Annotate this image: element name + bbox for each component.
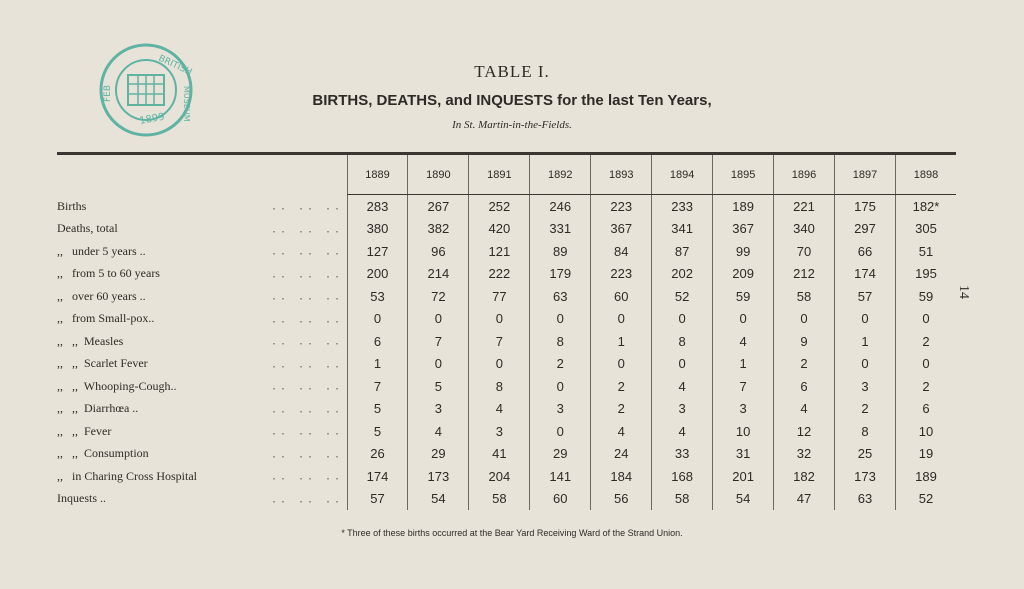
table-cell: 0 xyxy=(652,308,713,331)
table-cell: 58 xyxy=(469,488,530,511)
row-label xyxy=(57,195,347,218)
table-cell: 252 xyxy=(469,195,530,218)
table-row xyxy=(57,195,956,218)
table-cell: 0 xyxy=(408,308,469,331)
table-cell: 60 xyxy=(591,285,652,308)
statistics-table xyxy=(57,155,956,510)
footnote: * Three of these births occurred at the Bear Yard Receiving Ward of the Strand Union. xyxy=(341,528,683,538)
table-cell: 4 xyxy=(408,420,469,443)
table-cell: 96 xyxy=(408,240,469,263)
leader-dots: .. .. .. xyxy=(272,311,345,326)
table-cell: 267 xyxy=(408,195,469,218)
table-cell: 87 xyxy=(652,240,713,263)
table-cell: 179 xyxy=(530,263,591,286)
table-cell: 9 xyxy=(774,330,835,353)
leader-dots: .. .. .. xyxy=(272,198,345,213)
row-label xyxy=(57,330,347,353)
table-cell: 8 xyxy=(530,330,591,353)
table-cell: 57 xyxy=(347,488,408,511)
leader-dots: .. .. .. xyxy=(272,446,345,461)
table-cell: 0 xyxy=(835,308,896,331)
table-subtitle: In St. Martin-in-the-Fields. xyxy=(452,119,572,131)
table-cell: 0 xyxy=(895,308,956,331)
row-label xyxy=(57,443,347,466)
leader-dots: .. .. .. xyxy=(272,423,345,438)
table-cell: 56 xyxy=(591,488,652,511)
table-cell: 84 xyxy=(591,240,652,263)
table-cell: 209 xyxy=(713,263,774,286)
table-cell: 297 xyxy=(835,218,896,241)
row-label xyxy=(57,353,347,376)
table-cell: 2 xyxy=(895,375,956,398)
row-label xyxy=(57,465,347,488)
table-cell: 5 xyxy=(347,398,408,421)
table-cell: 59 xyxy=(713,285,774,308)
table-cell: 0 xyxy=(835,353,896,376)
table-cell: 214 xyxy=(408,263,469,286)
table-cell: 4 xyxy=(774,398,835,421)
table-cell: 175 xyxy=(835,195,896,218)
table-cell: 246 xyxy=(530,195,591,218)
table-cell: 2 xyxy=(774,353,835,376)
row-label-text: ,, ,, Fever xyxy=(57,423,112,438)
table-cell: 51 xyxy=(895,240,956,263)
table-cell: 52 xyxy=(652,285,713,308)
table-cell: 182 xyxy=(774,465,835,488)
table-cell: 59 xyxy=(895,285,956,308)
table-cell: 4 xyxy=(591,420,652,443)
table-cell: 47 xyxy=(774,488,835,511)
table-cell: 2 xyxy=(591,375,652,398)
table-title: BIRTHS, DEATHS, and INQUESTS for the last Ten Years, xyxy=(312,92,712,109)
page-number: 14 xyxy=(956,285,971,299)
table-cell: 77 xyxy=(469,285,530,308)
table-cell: 127 xyxy=(347,240,408,263)
table-cell: 2 xyxy=(895,330,956,353)
leader-dots: .. .. .. xyxy=(272,243,345,258)
table-cell: 70 xyxy=(774,240,835,263)
table-cell: 58 xyxy=(774,285,835,308)
leader-dots: .. .. .. xyxy=(272,401,345,416)
row-label-text: Births xyxy=(57,198,87,213)
row-label-text: Inquests .. xyxy=(57,491,106,506)
table-cell: 89 xyxy=(530,240,591,263)
table-cell: 201 xyxy=(713,465,774,488)
table-cell: 0 xyxy=(591,353,652,376)
table-cell: 2 xyxy=(835,398,896,421)
leader-dots: .. .. .. xyxy=(272,288,345,303)
table-cell: 54 xyxy=(713,488,774,511)
row-label-text: ,, ,, Whooping-Cough.. xyxy=(57,378,177,393)
table-cell: 5 xyxy=(408,375,469,398)
table-cell: 3 xyxy=(469,420,530,443)
table-cell: 367 xyxy=(713,218,774,241)
table-cell: 19 xyxy=(895,443,956,466)
table-cell: 4 xyxy=(652,375,713,398)
row-label xyxy=(57,375,347,398)
year-header: 1896 xyxy=(774,155,835,195)
stamp-left-text: FEB xyxy=(103,84,113,102)
year-header: 1889 xyxy=(347,155,408,195)
table-cell: 0 xyxy=(347,308,408,331)
year-header: 1894 xyxy=(652,155,713,195)
table-cell: 0 xyxy=(652,353,713,376)
row-label xyxy=(57,488,347,511)
table-cell: 380 xyxy=(347,218,408,241)
table-cell: 60 xyxy=(530,488,591,511)
table-row xyxy=(57,375,956,398)
table-row xyxy=(57,443,956,466)
table-row xyxy=(57,218,956,241)
table-cell: 174 xyxy=(835,263,896,286)
stamp-right-text: MUSEUM xyxy=(182,86,191,122)
table-cell: 4 xyxy=(652,420,713,443)
table-cell: 233 xyxy=(652,195,713,218)
table-row xyxy=(57,308,956,331)
table-number: TABLE I. xyxy=(474,62,550,81)
table-cell: 7 xyxy=(713,375,774,398)
stamp-top-text: BRITISH xyxy=(156,53,194,78)
table-cell: 10 xyxy=(713,420,774,443)
row-label-text: Deaths, total xyxy=(57,221,118,236)
table-cell: 41 xyxy=(469,443,530,466)
table-cell: 305 xyxy=(895,218,956,241)
table-cell: 32 xyxy=(774,443,835,466)
table-cell: 0 xyxy=(591,308,652,331)
row-label xyxy=(57,420,347,443)
table-row xyxy=(57,488,956,511)
table-cell: 26 xyxy=(347,443,408,466)
table-cell: 223 xyxy=(591,195,652,218)
table-cell: 33 xyxy=(652,443,713,466)
table-cell: 54 xyxy=(408,488,469,511)
table-row xyxy=(57,465,956,488)
row-label xyxy=(57,218,347,241)
table-cell: 141 xyxy=(530,465,591,488)
table-row xyxy=(57,240,956,263)
row-label-text: ,, ,, Scarlet Fever xyxy=(57,356,148,371)
table-cell: 331 xyxy=(530,218,591,241)
table-cell: 58 xyxy=(652,488,713,511)
table-cell: 174 xyxy=(347,465,408,488)
table-cell: 2 xyxy=(591,398,652,421)
table-cell: 204 xyxy=(469,465,530,488)
table-cell: 0 xyxy=(530,308,591,331)
table-cell: 189 xyxy=(713,195,774,218)
table-cell: 0 xyxy=(469,353,530,376)
table-cell: 202 xyxy=(652,263,713,286)
table-cell: 341 xyxy=(652,218,713,241)
table-cell: 52 xyxy=(895,488,956,511)
row-label-text: ,, ,, Consumption xyxy=(57,446,149,461)
table-cell: 367 xyxy=(591,218,652,241)
table-cell: 10 xyxy=(895,420,956,443)
table-cell: 7 xyxy=(408,330,469,353)
table-row xyxy=(57,263,956,286)
row-label xyxy=(57,263,347,286)
table-row xyxy=(57,353,956,376)
table-cell: 25 xyxy=(835,443,896,466)
table-cell: 8 xyxy=(652,330,713,353)
table-cell: 63 xyxy=(530,285,591,308)
table-cell: 7 xyxy=(469,330,530,353)
table-cell: 182* xyxy=(895,195,956,218)
table-row xyxy=(57,398,956,421)
row-label xyxy=(57,240,347,263)
table-cell: 29 xyxy=(530,443,591,466)
table-cell: 6 xyxy=(347,330,408,353)
table-cell: 1 xyxy=(591,330,652,353)
row-label-text: ,, over 60 years .. xyxy=(57,288,146,303)
table-cell: 0 xyxy=(895,353,956,376)
table-cell: 0 xyxy=(530,375,591,398)
year-header: 1890 xyxy=(408,155,469,195)
year-header: 1893 xyxy=(591,155,652,195)
table-cell: 8 xyxy=(835,420,896,443)
leader-dots: .. .. .. xyxy=(272,266,345,281)
year-header: 1891 xyxy=(469,155,530,195)
table-cell: 168 xyxy=(652,465,713,488)
table-cell: 0 xyxy=(408,353,469,376)
table-cell: 223 xyxy=(591,263,652,286)
header-label-cell xyxy=(57,155,347,195)
table-cell: 1 xyxy=(347,353,408,376)
table-cell: 420 xyxy=(469,218,530,241)
table-cell: 1 xyxy=(713,353,774,376)
table-cell: 6 xyxy=(895,398,956,421)
year-header: 1895 xyxy=(713,155,774,195)
leader-dots: .. .. .. xyxy=(272,468,345,483)
table-cell: 29 xyxy=(408,443,469,466)
leader-dots: .. .. .. xyxy=(272,491,345,506)
table-cell: 57 xyxy=(835,285,896,308)
table-cell: 0 xyxy=(713,308,774,331)
table-cell: 5 xyxy=(347,420,408,443)
table-cell: 3 xyxy=(652,398,713,421)
table-cell: 72 xyxy=(408,285,469,308)
row-label xyxy=(57,398,347,421)
table-cell: 8 xyxy=(469,375,530,398)
table-cell: 184 xyxy=(591,465,652,488)
stamp-bottom-text: 1899 xyxy=(138,111,166,127)
row-label-text: ,, from 5 to 60 years xyxy=(57,266,160,281)
row-label xyxy=(57,308,347,331)
table-cell: 3 xyxy=(408,398,469,421)
table-row xyxy=(57,330,956,353)
table-cell: 0 xyxy=(469,308,530,331)
table-cell: 2 xyxy=(530,353,591,376)
table-cell: 222 xyxy=(469,263,530,286)
table-cell: 3 xyxy=(835,375,896,398)
table-cell: 53 xyxy=(347,285,408,308)
table-cell: 66 xyxy=(835,240,896,263)
table-cell: 173 xyxy=(408,465,469,488)
table-row xyxy=(57,285,956,308)
year-header: 1898 xyxy=(895,155,956,195)
row-label-text: ,, under 5 years .. xyxy=(57,243,146,258)
table-cell: 3 xyxy=(530,398,591,421)
leader-dots: .. .. .. xyxy=(272,378,345,393)
table-cell: 4 xyxy=(469,398,530,421)
table-row xyxy=(57,420,956,443)
table-cell: 99 xyxy=(713,240,774,263)
table-cell: 221 xyxy=(774,195,835,218)
table-cell: 382 xyxy=(408,218,469,241)
table-cell: 6 xyxy=(774,375,835,398)
table-cell: 4 xyxy=(713,330,774,353)
leader-dots: .. .. .. xyxy=(272,356,345,371)
table-cell: 173 xyxy=(835,465,896,488)
leader-dots: .. .. .. xyxy=(272,221,345,236)
row-label-text: ,, in Charing Cross Hospital xyxy=(57,468,197,483)
row-label-text: ,, from Small-pox.. xyxy=(57,311,155,326)
table-cell: 7 xyxy=(347,375,408,398)
table-cell: 12 xyxy=(774,420,835,443)
table-cell: 200 xyxy=(347,263,408,286)
year-header: 1897 xyxy=(835,155,896,195)
row-label xyxy=(57,285,347,308)
table-cell: 3 xyxy=(713,398,774,421)
table-cell: 63 xyxy=(835,488,896,511)
table-cell: 195 xyxy=(895,263,956,286)
table-cell: 283 xyxy=(347,195,408,218)
table-cell: 121 xyxy=(469,240,530,263)
table-cell: 31 xyxy=(713,443,774,466)
row-label-text: ,, ,, Diarrhœa .. xyxy=(57,401,139,416)
year-header-row xyxy=(57,155,956,195)
row-label-text: ,, ,, Measles xyxy=(57,333,124,348)
table-cell: 1 xyxy=(835,330,896,353)
table-cell: 0 xyxy=(774,308,835,331)
table-cell: 189 xyxy=(895,465,956,488)
table-cell: 340 xyxy=(774,218,835,241)
table-cell: 212 xyxy=(774,263,835,286)
leader-dots: .. .. .. xyxy=(272,333,345,348)
year-header: 1892 xyxy=(530,155,591,195)
table-cell: 0 xyxy=(530,420,591,443)
table-cell: 24 xyxy=(591,443,652,466)
